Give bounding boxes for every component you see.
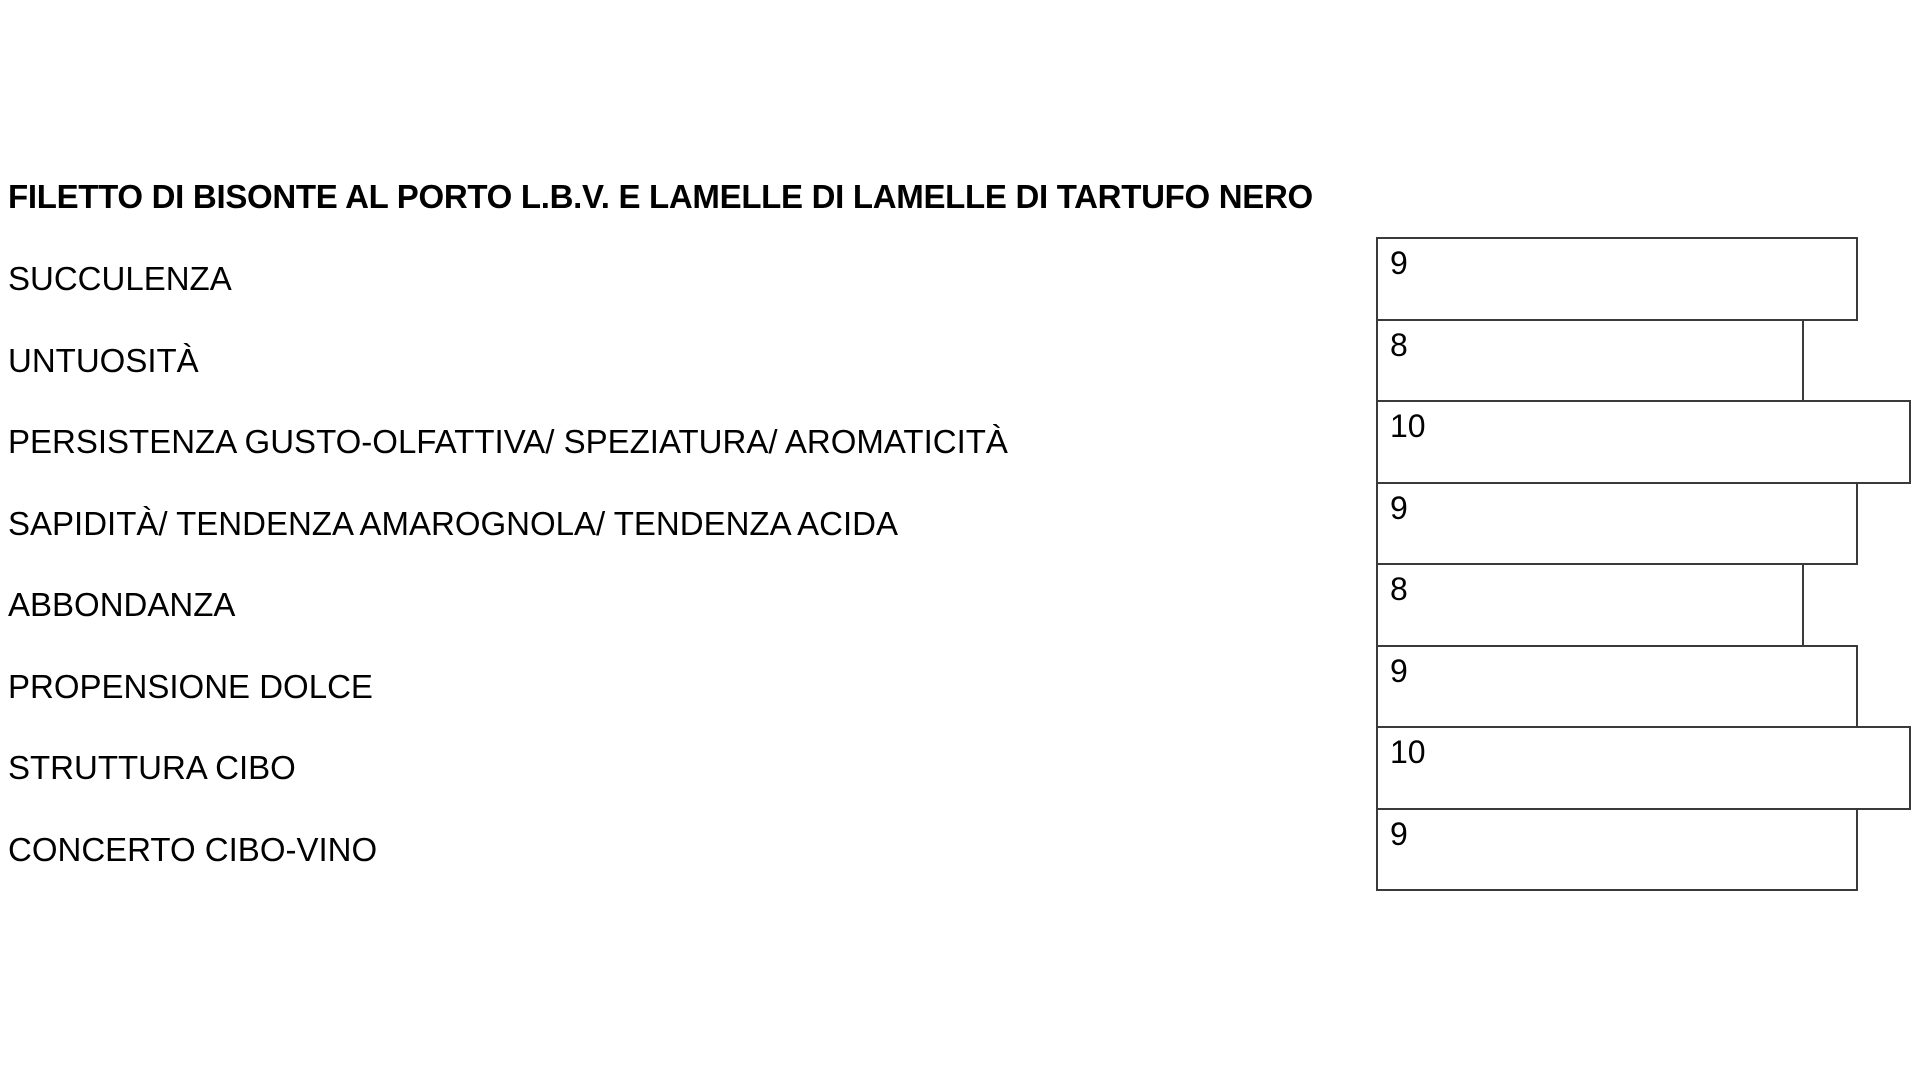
bar-value-label: 9 bbox=[1390, 489, 1408, 526]
bar bbox=[1376, 237, 1858, 321]
category-label: CONCERTO CIBO-VINO bbox=[8, 830, 378, 868]
bar bbox=[1376, 726, 1911, 810]
category-label: ABBONDANZA bbox=[8, 586, 236, 623]
bar-value-label: 9 bbox=[1390, 815, 1408, 852]
category-label: PERSISTENZA GUSTO-OLFATTIVA/ SPEZIATURA/ AROMATICITÀ bbox=[8, 423, 1008, 460]
bar-value-label: 8 bbox=[1390, 326, 1408, 363]
bar bbox=[1376, 319, 1804, 403]
category-label: UNTUOSITÀ bbox=[8, 341, 199, 379]
bar bbox=[1376, 400, 1911, 484]
bar-value-label: 9 bbox=[1390, 652, 1408, 689]
bar bbox=[1376, 482, 1858, 566]
bar-value-label: 8 bbox=[1390, 571, 1408, 607]
category-label: SUCCULENZA bbox=[8, 260, 232, 297]
category-label: PROPENSIONE DOLCE bbox=[8, 667, 373, 705]
bar-value-label: 9 bbox=[1390, 245, 1408, 281]
category-label: STRUTTURA CIBO bbox=[8, 749, 296, 786]
category-label: SAPIDITÀ/ TENDENZA AMAROGNOLA/ TENDENZA ACIDA bbox=[8, 504, 898, 542]
chart-title: FILETTO DI BISONTE AL PORTO L.B.V. E LAMELLE DI LAMELLE DI TARTUFO NERO bbox=[8, 178, 1313, 215]
bar bbox=[1376, 645, 1858, 729]
bar-value-label: 10 bbox=[1390, 734, 1426, 770]
bar bbox=[1376, 808, 1858, 892]
bar bbox=[1376, 563, 1804, 647]
bar-value-label: 10 bbox=[1390, 408, 1426, 444]
